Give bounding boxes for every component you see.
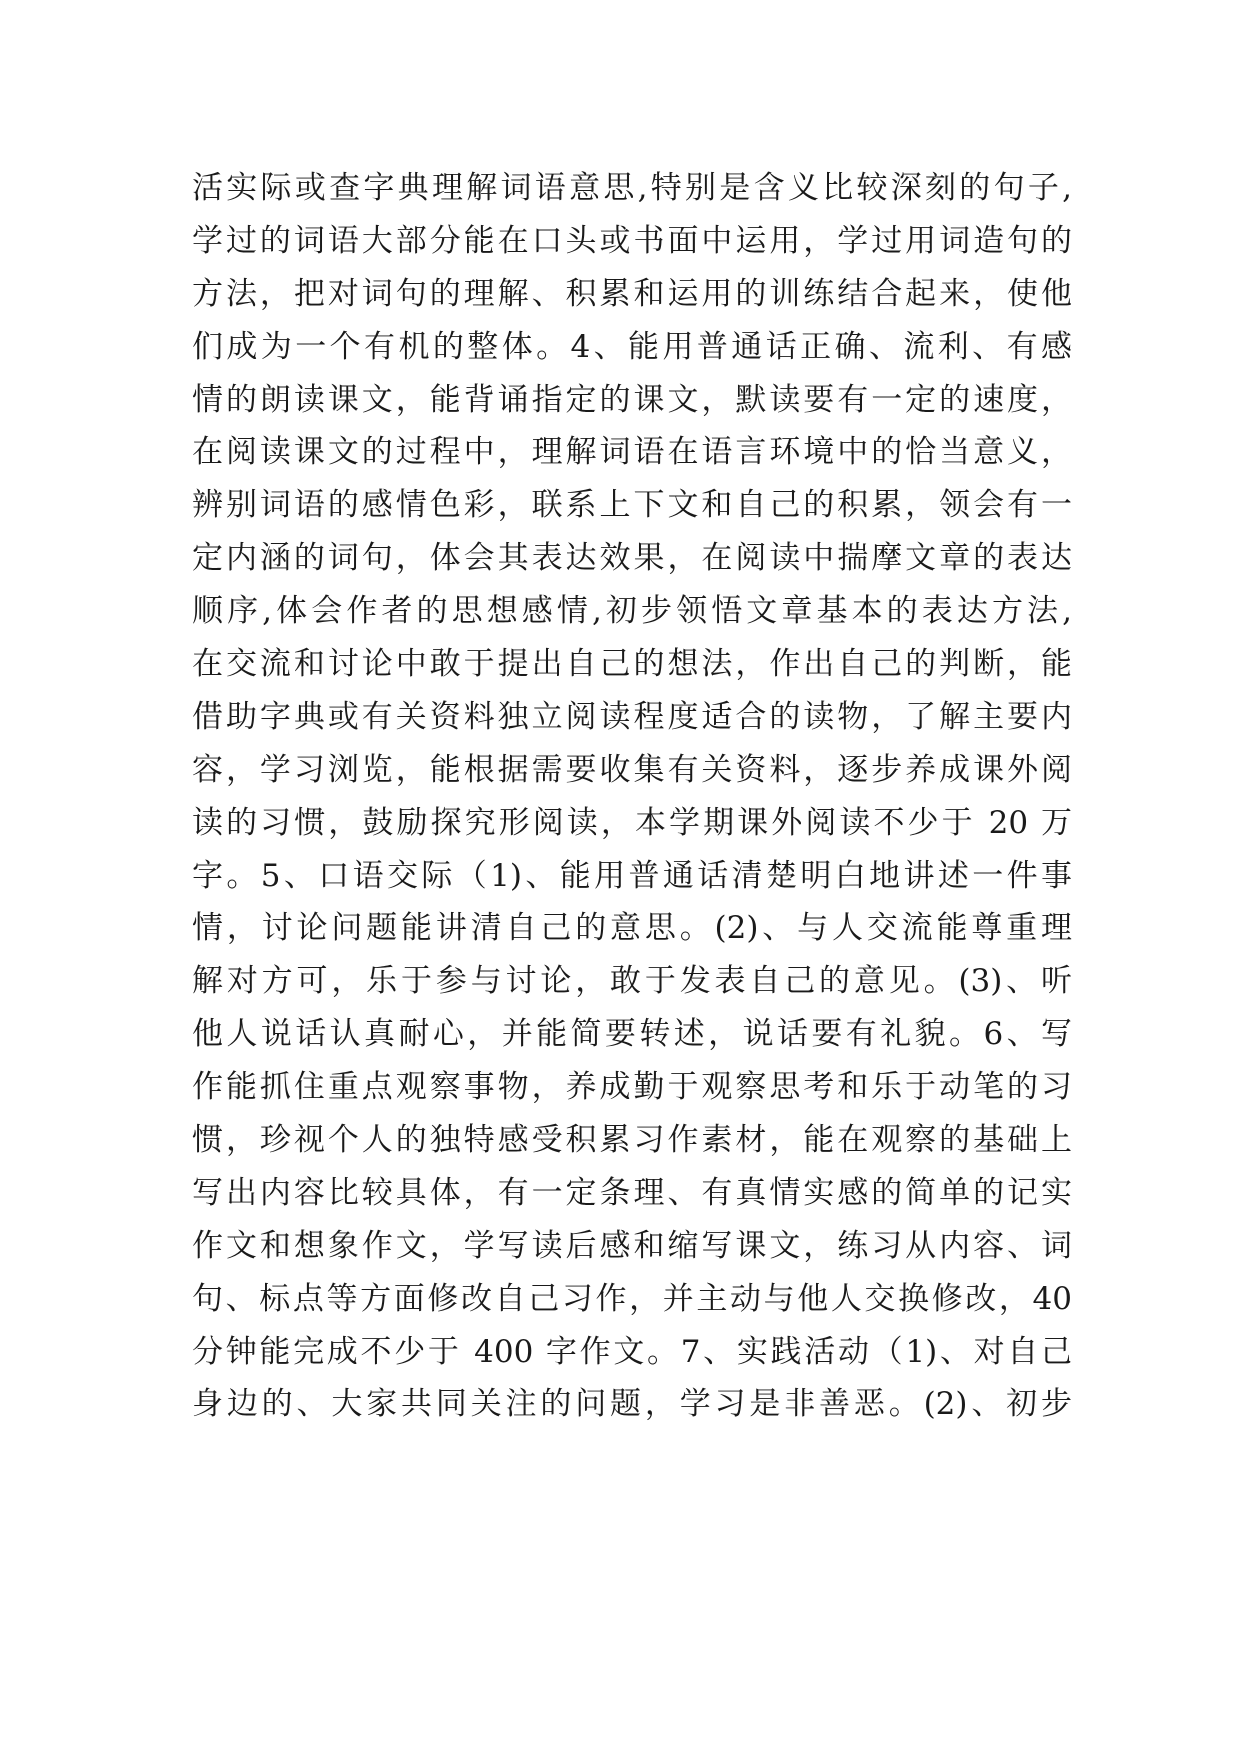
text-line: 写出内容比较具体，有一定条理、有真情实感的简单的记实	[192, 1174, 1072, 1211]
text-line: 情，讨论问题能讲清自己的意思。(2)、与人交流能尊重理	[192, 910, 1072, 947]
text-line: 活实际或查字典理解词语意思,特别是含义比较深刻的句子,	[192, 170, 1072, 206]
text-line: 方法，把对词句的理解、积累和运用的训练结合起来，使他	[192, 275, 1072, 312]
text-line: 在阅读课文的过程中，理解词语在语言环境中的恰当意义，	[192, 434, 1072, 471]
body-text	[192, 162, 1072, 1431]
text-line: 情的朗读课文，能背诵指定的课文，默读要有一定的速度，	[192, 381, 1072, 418]
text-line: 作能抓住重点观察事物，养成勤于观察思考和乐于动笔的习	[192, 1069, 1072, 1106]
text-line: 借助字典或有关资料独立阅读程度适合的读物，了解主要内	[192, 698, 1072, 735]
text-line: 分钟能完成不少于 400 字作文。7、实践活动（1)、对自己	[192, 1333, 1072, 1370]
text-line: 身边的、大家共同关注的问题，学习是非善恶。(2)、初步	[192, 1386, 1072, 1423]
text-line: 惯，珍视个人的独特感受积累习作素材，能在观察的基础上	[192, 1122, 1072, 1159]
text-line: 容，学习浏览，能根据需要收集有关资料，逐步养成课外阅	[192, 751, 1072, 788]
text-line: 解对方可，乐于参与讨论，敢于发表自己的意见。(3)、听	[192, 963, 1072, 1000]
text-line: 句、标点等方面修改自己习作，并主动与他人交换修改，40	[192, 1280, 1072, 1317]
text-line: 读的习惯，鼓励探究形阅读，本学期课外阅读不少于 20 万	[192, 804, 1072, 841]
text-line: 顺序,体会作者的思想感情,初步领悟文章基本的表达方法,	[192, 593, 1072, 630]
text-line: 他人说话认真耐心，并能简要转述，说话要有礼貌。6、写	[192, 1016, 1072, 1053]
text-line: 定内涵的词句，体会其表达效果，在阅读中揣摩文章的表达	[192, 540, 1072, 577]
text-line: 学过的词语大部分能在口头或书面中运用，学过用词造句的	[192, 222, 1072, 259]
text-line: 们成为一个有机的整体。4、能用普通话正确、流利、有感	[192, 328, 1072, 365]
text-line: 辨别词语的感情色彩，联系上下文和自己的积累，领会有一	[192, 487, 1072, 524]
text-line: 在交流和讨论中敢于提出自己的想法，作出自己的判断，能	[192, 646, 1072, 683]
text-line: 字。5、口语交际（1)、能用普通话清楚明白地讲述一件事	[192, 857, 1072, 894]
text-line: 作文和想象作文，学写读后感和缩写课文，练习从内容、词	[192, 1227, 1072, 1264]
